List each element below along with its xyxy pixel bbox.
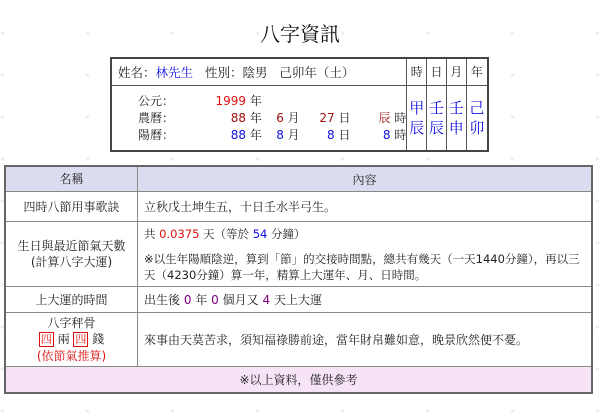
branch: 辰 (429, 118, 445, 137)
years-value: 0 (183, 292, 192, 307)
ad-year: 1999 (215, 93, 246, 108)
unit: 錢 (92, 332, 105, 346)
name-line: 八字秤骨 (47, 316, 96, 330)
table-row (5, 313, 592, 367)
lunar-year: 88 (230, 110, 246, 125)
days-value: 0.0375 (159, 226, 200, 241)
text: 天（等於 (203, 226, 250, 241)
branch: 卯 (469, 118, 485, 137)
lunar-month: 6 (276, 110, 284, 125)
minutes-value: 54 (252, 226, 268, 241)
row-content (138, 222, 593, 287)
unit: 時 (394, 128, 407, 143)
unit: 月 (287, 111, 300, 126)
row-name: 四時八節用事歌訣 (5, 192, 138, 222)
name-line: (計算八字大運) (30, 255, 113, 269)
unit: 年 (249, 111, 262, 126)
gender-value: 陰男 (242, 64, 268, 80)
row-content (138, 287, 593, 313)
text: 分鐘） (271, 226, 306, 241)
solar-label: 陽曆： (138, 128, 175, 143)
name-value: 林先生 (155, 64, 194, 80)
note: (依節氣推算) (36, 349, 107, 363)
text: 個月又 (222, 292, 259, 307)
branch: 申 (448, 118, 464, 137)
pillar-header-year: 年 (466, 58, 488, 85)
solar-hour: 8 (382, 127, 391, 142)
row-name (5, 222, 138, 287)
table-row (5, 222, 592, 287)
row-content: 立秋戊土坤生五，十日壬水半弓生。 (138, 192, 593, 222)
table-row (5, 287, 592, 313)
year-ganzhi: 己卯年（土） (279, 64, 355, 80)
name-label: 姓名： (118, 64, 156, 80)
name-line: 生日與最近節氣天數 (17, 239, 126, 253)
lunar-day: 27 (319, 110, 335, 125)
pillar-header-day: 日 (427, 58, 447, 85)
table-row (5, 192, 592, 222)
stem: 己 (469, 98, 485, 117)
lunar-row (112, 109, 406, 126)
unit: 月 (287, 128, 300, 143)
profile-table (110, 57, 489, 152)
solar-row (112, 126, 406, 143)
text: 天上大運 (273, 292, 322, 307)
pillar-hour (407, 85, 427, 151)
liang-value: 四 (40, 333, 52, 346)
pillar-year (466, 85, 488, 151)
solar-day: 8 (327, 127, 335, 142)
text: 出生後 (144, 292, 181, 307)
ad-label: 公元： (138, 94, 175, 109)
lunar-hour: 辰 (378, 111, 391, 126)
text: 共 (144, 226, 156, 241)
unit: 年 (249, 128, 262, 143)
months-value: 0 (211, 292, 219, 307)
info-table (4, 165, 593, 394)
pillar-month (446, 85, 466, 151)
text: 年 (195, 292, 208, 307)
header-name: 名稱 (5, 166, 138, 192)
row-name: 上大運的時間 (5, 287, 138, 313)
profile-header (111, 58, 407, 85)
row-content: 來事由天莫苦求，須知福祿勝前途，當年財帛難如意，晚景欣然便不憂。 (138, 313, 593, 367)
gender-label: 性別： (204, 64, 243, 80)
unit: 日 (338, 111, 351, 126)
header-content: 內容 (138, 166, 593, 192)
ad-row (112, 92, 406, 109)
pillar-header-hour: 時 (407, 58, 427, 85)
row-name (5, 313, 138, 367)
qian-value: 四 (75, 333, 87, 346)
dates-cell (111, 85, 407, 151)
stem: 壬 (429, 98, 445, 117)
unit: 日 (338, 128, 351, 143)
pillar-day (427, 85, 447, 151)
footer-note: ※以上資料，僅供參考 (5, 367, 592, 394)
stem: 甲 (409, 98, 425, 117)
lunar-label: 農曆： (138, 111, 175, 126)
solar-year: 88 (230, 127, 246, 142)
branch: 辰 (409, 118, 425, 137)
unit: 年 (249, 94, 262, 109)
unit: 時 (394, 111, 407, 126)
page-title: 八字資訊 (260, 22, 340, 46)
stem: 壬 (448, 98, 464, 117)
note: ※以生年陽順陰逆，算到「節」的交接時間點，總共有幾天（一天1440分鐘），再以三天（4230分鐘）算一年，精算上大運年、月、日時間。 (144, 251, 580, 282)
pillar-header-month: 月 (446, 58, 466, 85)
unit: 兩 (57, 332, 70, 346)
days-value: 4 (262, 292, 271, 307)
solar-month: 8 (276, 127, 284, 142)
